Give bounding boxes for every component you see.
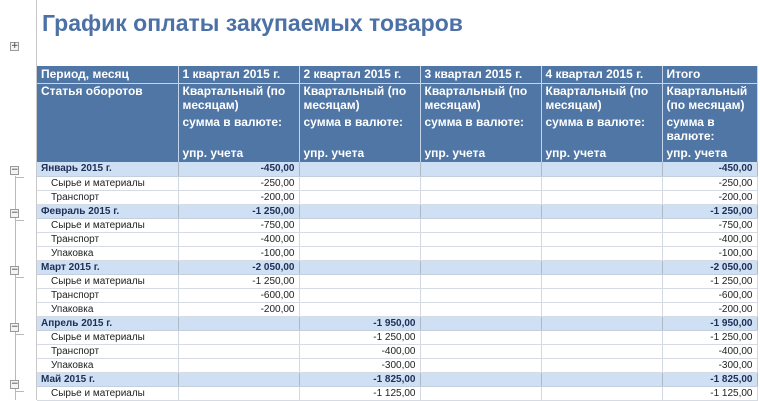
quarter-cell[interactable]	[541, 190, 662, 204]
quarter-cell[interactable]: -1 825,00	[299, 372, 420, 386]
quarter-cell[interactable]: -450,00	[178, 162, 299, 176]
table-row[interactable]	[37, 274, 757, 288]
quarter-cell[interactable]	[420, 302, 541, 316]
quarter-cell[interactable]	[178, 330, 299, 344]
header-q4-kind: Квартальный (по месяцам)	[541, 83, 662, 115]
group-label: Апрель 2015 г.	[37, 316, 178, 330]
quarter-cell[interactable]	[541, 260, 662, 274]
quarter-cell[interactable]	[541, 246, 662, 260]
outline-branch-line	[16, 334, 24, 335]
header-total-acc: упр. учета	[662, 146, 757, 162]
row-label: Транспорт	[37, 232, 178, 246]
quarter-cell[interactable]: -1 250,00	[178, 274, 299, 288]
total-cell[interactable]: -1 950,00	[662, 316, 757, 330]
quarter-cell[interactable]	[299, 302, 420, 316]
group-row[interactable]	[37, 204, 757, 218]
table-row[interactable]	[37, 386, 757, 400]
row-label: Сырье и материалы	[37, 218, 178, 232]
header-q2-sum: сумма в валюте:	[299, 115, 420, 146]
header-q3-kind: Квартальный (по месяцам)	[420, 83, 541, 115]
quarter-cell[interactable]	[541, 302, 662, 316]
quarter-cell[interactable]: -1 250,00	[299, 330, 420, 344]
quarter-cell[interactable]	[420, 176, 541, 190]
header-article-label: Статья оборотов	[37, 83, 178, 115]
table-row[interactable]	[37, 330, 757, 344]
group-row[interactable]	[37, 372, 757, 386]
outline-branch-line	[16, 177, 24, 178]
quarter-cell[interactable]: -250,00	[178, 176, 299, 190]
group-row[interactable]	[37, 260, 757, 274]
total-cell[interactable]: -1 250,00	[662, 330, 757, 344]
quarter-cell[interactable]	[420, 204, 541, 218]
row-label: Транспорт	[37, 288, 178, 302]
table-row[interactable]	[37, 190, 757, 204]
header-acc-empty	[37, 146, 178, 162]
quarter-cell[interactable]	[541, 358, 662, 372]
total-cell[interactable]: -300,00	[662, 358, 757, 372]
quarter-cell[interactable]	[420, 274, 541, 288]
quarter-cell[interactable]	[541, 176, 662, 190]
table-row[interactable]	[37, 288, 757, 302]
header-row-sum	[37, 115, 757, 146]
header-q1-sum: сумма в валюте:	[178, 115, 299, 146]
table-row[interactable]	[37, 302, 757, 316]
total-cell[interactable]: -200,00	[662, 190, 757, 204]
quarter-cell[interactable]	[178, 316, 299, 330]
row-label: Сырье и материалы	[37, 386, 178, 400]
header-q4[interactable]: 4 квартал 2015 г.	[541, 66, 662, 83]
total-cell[interactable]: -400,00	[662, 344, 757, 358]
collapse-group-button[interactable]: −	[11, 208, 19, 218]
group-row[interactable]	[37, 316, 757, 330]
collapse-group-button[interactable]: −	[11, 379, 19, 389]
header-q2[interactable]: 2 квартал 2015 г.	[299, 66, 420, 83]
quarter-cell[interactable]	[541, 344, 662, 358]
outline-branch-line	[16, 391, 24, 392]
header-period-label: Период, месяц	[37, 66, 178, 83]
group-label: Март 2015 г.	[37, 260, 178, 274]
total-cell[interactable]: -2 050,00	[662, 260, 757, 274]
report-title: График оплаты закупаемых товаров	[42, 10, 463, 36]
group-label: Май 2015 г.	[37, 372, 178, 386]
total-cell[interactable]: -400,00	[662, 232, 757, 246]
quarter-cell[interactable]	[299, 162, 420, 176]
total-cell[interactable]: -100,00	[662, 246, 757, 260]
quarter-cell[interactable]	[420, 358, 541, 372]
quarter-cell[interactable]	[420, 372, 541, 386]
total-cell[interactable]: -1 125,00	[662, 386, 757, 400]
quarter-cell[interactable]	[178, 344, 299, 358]
quarter-cell[interactable]	[420, 218, 541, 232]
outline-branch-line	[16, 220, 24, 221]
header-q3-sum: сумма в валюте:	[420, 115, 541, 146]
quarter-cell[interactable]: -1 950,00	[299, 316, 420, 330]
total-cell[interactable]: -250,00	[662, 176, 757, 190]
total-cell[interactable]: -600,00	[662, 288, 757, 302]
header-row-article	[37, 83, 757, 115]
header-total-kind: Квартальный (по месяцам)	[662, 83, 757, 115]
table-row[interactable]	[37, 218, 757, 232]
header-sum-empty	[37, 115, 178, 146]
quarter-cell[interactable]	[541, 218, 662, 232]
total-cell[interactable]: -1 250,00	[662, 204, 757, 218]
quarter-cell[interactable]	[178, 358, 299, 372]
collapse-group-button[interactable]: −	[11, 165, 19, 175]
quarter-cell[interactable]	[420, 344, 541, 358]
quarter-cell[interactable]	[178, 386, 299, 400]
row-label: Транспорт	[37, 190, 178, 204]
quarter-cell[interactable]	[541, 386, 662, 400]
row-label: Сырье и материалы	[37, 274, 178, 288]
row-label: Упаковка	[37, 246, 178, 260]
table-row[interactable]	[37, 246, 757, 260]
expand-all-button[interactable]: +	[11, 41, 19, 51]
group-label: Январь 2015 г.	[37, 162, 178, 176]
outline-branch-line	[16, 277, 24, 278]
outline-gutter	[0, 0, 37, 400]
quarter-cell[interactable]	[299, 176, 420, 190]
total-cell[interactable]: -200,00	[662, 302, 757, 316]
header-q1[interactable]: 1 квартал 2015 г.	[178, 66, 299, 83]
quarter-cell[interactable]	[178, 372, 299, 386]
quarter-cell[interactable]	[420, 260, 541, 274]
quarter-cell[interactable]: -1 125,00	[299, 386, 420, 400]
quarter-cell[interactable]	[420, 246, 541, 260]
quarter-cell[interactable]	[541, 372, 662, 386]
total-cell[interactable]: -750,00	[662, 218, 757, 232]
row-label: Транспорт	[37, 344, 178, 358]
collapse-group-button[interactable]: −	[11, 322, 19, 332]
quarter-cell[interactable]	[541, 330, 662, 344]
quarter-cell[interactable]: -400,00	[178, 232, 299, 246]
header-q1-acc: упр. учета	[178, 146, 299, 162]
quarter-cell[interactable]	[420, 330, 541, 344]
total-cell[interactable]: -450,00	[662, 162, 757, 176]
quarter-cell[interactable]	[420, 316, 541, 330]
quarter-cell[interactable]	[420, 190, 541, 204]
collapse-group-button[interactable]: −	[11, 265, 19, 275]
header-q4-sum: сумма в валюте:	[541, 115, 662, 146]
header-row-accounting	[37, 146, 757, 162]
row-label: Упаковка	[37, 302, 178, 316]
header-q3[interactable]: 3 квартал 2015 г.	[420, 66, 541, 83]
row-label: Упаковка	[37, 358, 178, 372]
table-row[interactable]	[37, 358, 757, 372]
header-total[interactable]: Итого	[662, 66, 757, 83]
quarter-cell[interactable]: -300,00	[299, 358, 420, 372]
table-row[interactable]	[37, 176, 757, 190]
header-q2-kind: Квартальный (по месяцам)	[299, 83, 420, 115]
quarter-cell[interactable]	[541, 162, 662, 176]
header-row-period	[37, 66, 757, 83]
table-row[interactable]	[37, 232, 757, 246]
quarter-cell[interactable]: -750,00	[178, 218, 299, 232]
quarter-cell[interactable]	[541, 232, 662, 246]
quarter-cell[interactable]	[299, 232, 420, 246]
quarter-cell[interactable]	[541, 204, 662, 218]
quarter-cell[interactable]	[299, 260, 420, 274]
row-label: Сырье и материалы	[37, 176, 178, 190]
quarter-cell[interactable]	[299, 190, 420, 204]
quarter-cell[interactable]	[541, 316, 662, 330]
header-q2-acc: упр. учета	[299, 146, 420, 162]
quarter-cell[interactable]: -600,00	[178, 288, 299, 302]
quarter-cell[interactable]	[420, 288, 541, 302]
quarter-cell[interactable]: -400,00	[299, 344, 420, 358]
quarter-cell[interactable]	[541, 274, 662, 288]
group-label: Февраль 2015 г.	[37, 204, 178, 218]
quarter-cell[interactable]	[541, 288, 662, 302]
table-row[interactable]	[37, 344, 757, 358]
quarter-cell[interactable]	[420, 162, 541, 176]
quarter-cell[interactable]: -200,00	[178, 302, 299, 316]
row-label: Сырье и материалы	[37, 330, 178, 344]
header-q3-acc: упр. учета	[420, 146, 541, 162]
quarter-cell[interactable]	[299, 246, 420, 260]
total-cell[interactable]: -1 825,00	[662, 372, 757, 386]
quarter-cell[interactable]	[299, 218, 420, 232]
header-total-sum: сумма в валюте:	[662, 115, 757, 146]
header-q1-kind: Квартальный (по месяцам)	[178, 83, 299, 115]
header-q4-acc: упр. учета	[541, 146, 662, 162]
quarter-cell[interactable]	[420, 232, 541, 246]
total-cell[interactable]: -1 250,00	[662, 274, 757, 288]
quarter-cell[interactable]	[420, 386, 541, 400]
report-table	[37, 66, 758, 401]
quarter-cell[interactable]: -2 050,00	[178, 260, 299, 274]
quarter-cell[interactable]: -100,00	[178, 246, 299, 260]
group-row[interactable]	[37, 162, 757, 176]
quarter-cell[interactable]	[299, 274, 420, 288]
quarter-cell[interactable]	[299, 204, 420, 218]
quarter-cell[interactable]	[299, 288, 420, 302]
quarter-cell[interactable]: -1 250,00	[178, 204, 299, 218]
quarter-cell[interactable]: -200,00	[178, 190, 299, 204]
